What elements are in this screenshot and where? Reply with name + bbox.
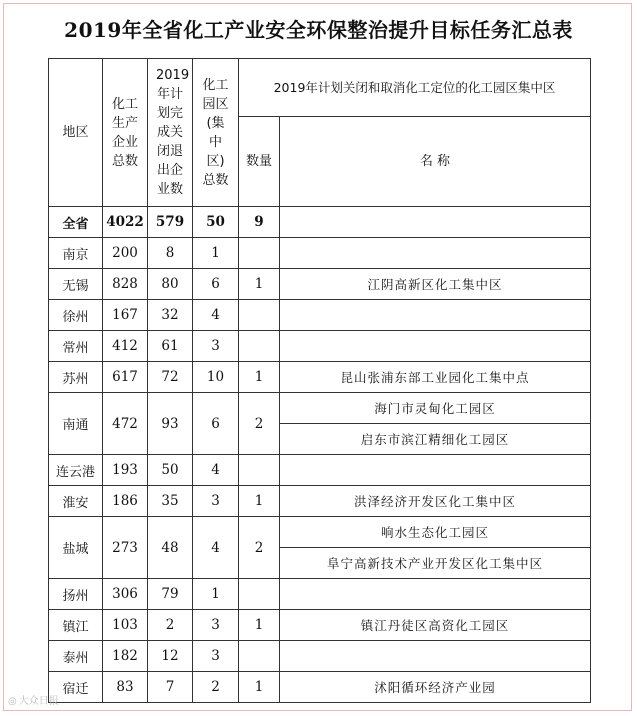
enterprises-cell: 167	[103, 300, 148, 331]
zone-count-cell: 1	[239, 610, 280, 641]
region-cell: 无锡	[49, 269, 103, 300]
zone-name-cell	[280, 300, 591, 331]
region-cell: 泰州	[49, 641, 103, 672]
zone-count-cell	[239, 455, 280, 486]
parks-cell: 4	[193, 517, 239, 579]
header-park-count: 化工园区(集中区)总数	[193, 59, 239, 207]
parks-cell: 10	[193, 362, 239, 393]
zone-count-cell	[239, 238, 280, 269]
region-cell: 扬州	[49, 579, 103, 610]
parks-cell: 3	[193, 331, 239, 362]
header-total-enterprises: 化工生产企业总数	[103, 59, 148, 207]
zone-name-cell: 昆山张浦东部工业园化工集中点	[280, 362, 591, 393]
closures-cell: 8	[148, 238, 193, 269]
region-cell: 淮安	[49, 486, 103, 517]
closures-cell: 72	[148, 362, 193, 393]
parks-cell: 2	[193, 672, 239, 703]
total-enterprises-cell: 4022	[103, 207, 148, 238]
enterprises-cell: 182	[103, 641, 148, 672]
table-row	[49, 579, 591, 610]
zone-name-cell: 沭阳循环经济产业园	[280, 672, 591, 703]
summary-table	[48, 58, 591, 703]
closures-cell: 79	[148, 579, 193, 610]
region-cell: 盐城	[49, 517, 103, 579]
table-row	[49, 610, 591, 641]
parks-cell: 3	[193, 486, 239, 517]
zone-name-cell: 启东市滨江精细化工园区	[280, 424, 591, 455]
zone-name-cell	[280, 455, 591, 486]
zone-count-cell: 1	[239, 269, 280, 300]
parks-cell: 1	[193, 238, 239, 269]
closures-cell: 32	[148, 300, 193, 331]
zone-count-cell: 1	[239, 486, 280, 517]
header-planned-closures: 2019年计划完成关闭退出企业数	[148, 59, 193, 207]
closures-cell: 35	[148, 486, 193, 517]
parks-cell: 4	[193, 300, 239, 331]
region-cell: 镇江	[49, 610, 103, 641]
zone-count-cell	[239, 579, 280, 610]
parks-cell: 6	[193, 393, 239, 455]
enterprises-cell: 83	[103, 672, 148, 703]
closures-cell: 7	[148, 672, 193, 703]
header-count: 数量	[239, 117, 280, 207]
watermark: ◎ 大众日报	[8, 696, 59, 707]
closures-cell: 48	[148, 517, 193, 579]
table-row	[49, 486, 591, 517]
table-row	[49, 362, 591, 393]
region-cell: 常州	[49, 331, 103, 362]
zone-name-cell: 阜宁高新技术产业开发区化工集中区	[280, 548, 591, 579]
enterprises-cell: 273	[103, 517, 148, 579]
parks-cell: 1	[193, 579, 239, 610]
table-row	[49, 300, 591, 331]
weibo-icon: ◎	[8, 696, 17, 707]
zone-count-cell	[239, 331, 280, 362]
total-region-cell: 全省	[49, 207, 103, 238]
table-row	[49, 672, 591, 703]
closures-cell: 80	[148, 269, 193, 300]
zone-count-cell: 2	[239, 517, 280, 579]
table-body	[49, 207, 591, 703]
parks-cell: 6	[193, 269, 239, 300]
table-row-total	[49, 207, 591, 238]
closures-cell: 12	[148, 641, 193, 672]
closures-cell: 2	[148, 610, 193, 641]
zone-name-cell	[280, 579, 591, 610]
region-cell: 南通	[49, 393, 103, 455]
total-parks-cell: 50	[193, 207, 239, 238]
closures-cell: 50	[148, 455, 193, 486]
zone-name-cell: 镇江丹徒区高资化工园区	[280, 610, 591, 641]
closures-cell: 61	[148, 331, 193, 362]
zone-name-cell: 洪泽经济开发区化工集中区	[280, 486, 591, 517]
zone-name-cell: 江阴高新区化工集中区	[280, 269, 591, 300]
zone-name-cell: 海门市灵甸化工园区	[280, 393, 591, 424]
enterprises-cell: 617	[103, 362, 148, 393]
zone-count-cell	[239, 300, 280, 331]
region-cell: 徐州	[49, 300, 103, 331]
zone-name-cell	[280, 238, 591, 269]
zone-count-cell: 1	[239, 672, 280, 703]
zone-name-cell: 响水生态化工园区	[280, 517, 591, 548]
enterprises-cell: 186	[103, 486, 148, 517]
region-cell: 南京	[49, 238, 103, 269]
zone-name-cell	[280, 641, 591, 672]
enterprises-cell: 193	[103, 455, 148, 486]
table-header	[49, 59, 591, 207]
page-title: 2019年全省化工产业安全环保整治提升目标任务汇总表	[64, 18, 573, 42]
region-cell: 连云港	[49, 455, 103, 486]
table-row	[49, 641, 591, 672]
header-name: 名 称	[280, 117, 591, 207]
region-cell: 苏州	[49, 362, 103, 393]
enterprises-cell: 472	[103, 393, 148, 455]
table-row	[49, 331, 591, 362]
header-group-title: 2019年计划关闭和取消化工定位的化工园区集中区	[239, 59, 591, 117]
closures-cell: 93	[148, 393, 193, 455]
enterprises-cell: 828	[103, 269, 148, 300]
table-row	[49, 238, 591, 269]
zone-count-cell: 1	[239, 362, 280, 393]
zone-name-cell	[280, 331, 591, 362]
table-row	[49, 269, 591, 300]
parks-cell: 4	[193, 455, 239, 486]
zone-count-cell: 2	[239, 393, 280, 455]
total-name-cell	[280, 207, 591, 238]
enterprises-cell: 103	[103, 610, 148, 641]
enterprises-cell: 306	[103, 579, 148, 610]
header-region: 地区	[49, 59, 103, 207]
parks-cell: 3	[193, 641, 239, 672]
total-count-cell: 9	[239, 207, 280, 238]
zone-count-cell	[239, 641, 280, 672]
table-row	[49, 517, 591, 548]
total-closures-cell: 579	[148, 207, 193, 238]
parks-cell: 3	[193, 610, 239, 641]
table-row	[49, 455, 591, 486]
enterprises-cell: 200	[103, 238, 148, 269]
region-cell: 宿迁	[49, 672, 103, 703]
table-row	[49, 393, 591, 424]
enterprises-cell: 412	[103, 331, 148, 362]
